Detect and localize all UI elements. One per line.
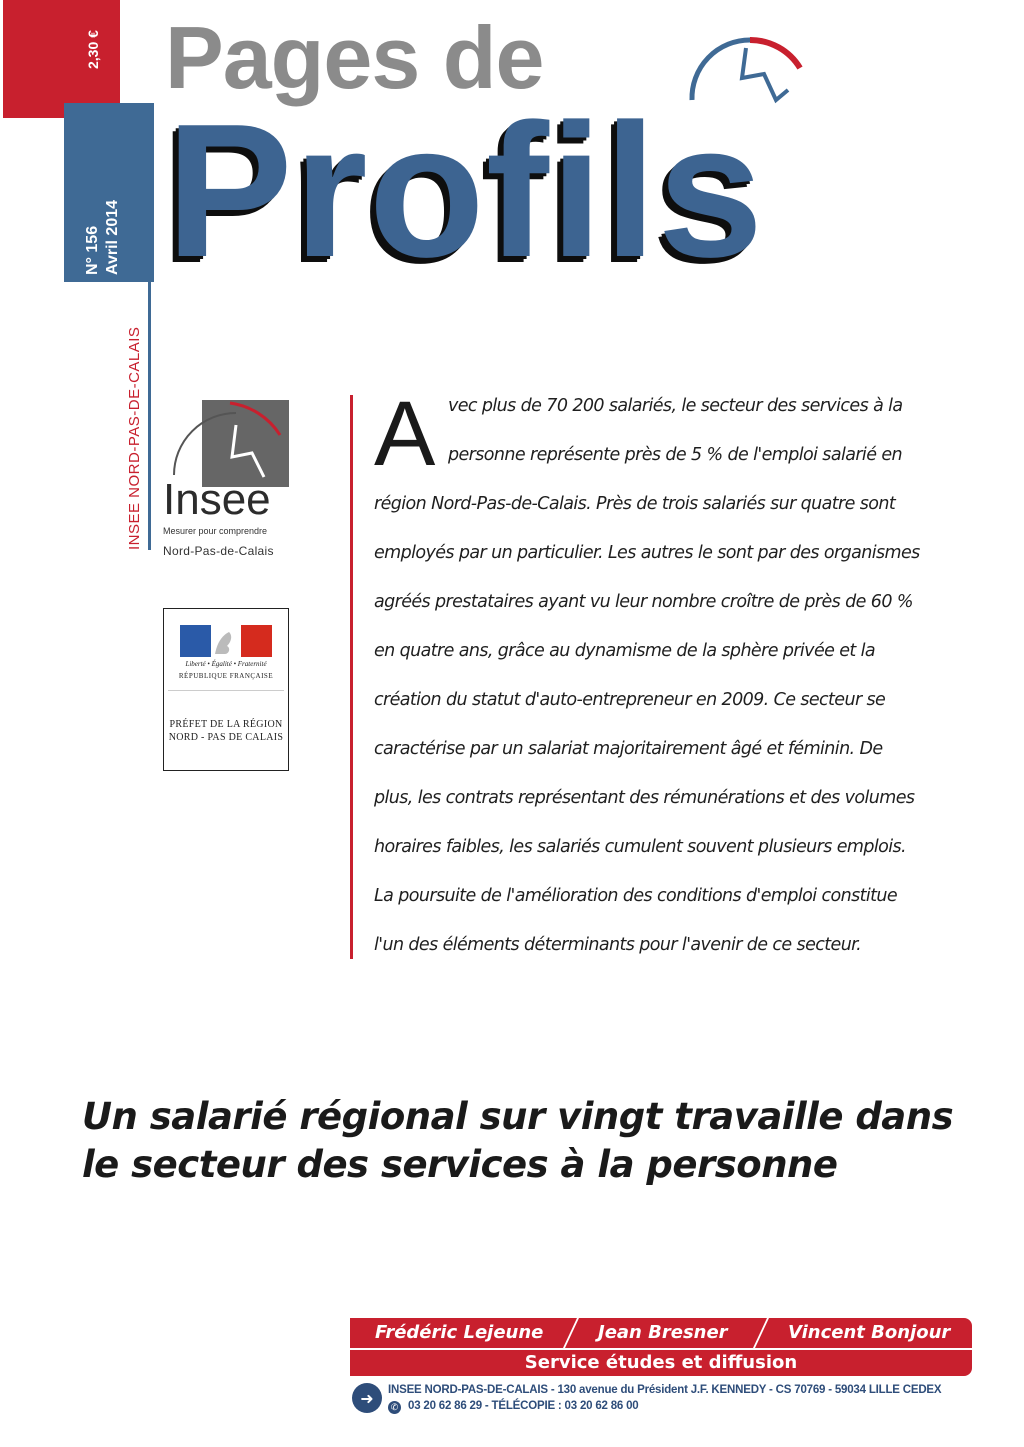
series-title-top: Pages de: [165, 8, 544, 107]
marianne-icon: [205, 626, 245, 656]
prefecture-divider: [168, 690, 284, 691]
author-name: Frédéric Lejeune: [375, 1322, 544, 1343]
prefecture-line-1: PRÉFET DE LA RÉGION: [169, 719, 283, 730]
author-name: Jean Bresner: [598, 1322, 728, 1343]
insee-tagline: Mesurer pour comprendre: [163, 526, 268, 536]
page-title-line-1: Un salarié régional sur vingt travaille dans: [82, 1095, 954, 1138]
abstract-line: personne représente près de 5 % de l'emploi salarié en: [448, 445, 902, 465]
abstract-line: l'un des éléments déterminants pour l'avenir de ce secteur.: [374, 935, 862, 955]
region-label: INSEE NORD-PAS-DE-CALAIS: [126, 326, 143, 550]
contact-address: INSEE NORD-PAS-DE-CALAIS - 130 avenue du Président J.F. KENNEDY - CS 70769 - 59034 LILLE CEDEX: [388, 1384, 942, 1396]
issue-number: N° 156: [84, 225, 101, 275]
author-name: Vincent Bonjour: [788, 1322, 951, 1343]
side-divider: [148, 280, 151, 550]
service-label: Service études et diffusion: [524, 1352, 798, 1373]
abstract-line: employés par un particulier. Les autres le sont par des organismes: [374, 543, 920, 563]
abstract-dropcap: A: [374, 383, 436, 485]
republique-label: RÉPUBLIQUE FRANÇAISE: [178, 672, 274, 680]
abstract-line: agréés prestataires ayant vu leur nombre croître de près de 60 %: [374, 592, 913, 612]
issue-date: Avril 2014: [104, 199, 121, 275]
page-title-line-2: le secteur des services à la personne: [82, 1143, 838, 1186]
abstract-line: en quatre ans, grâce au dynamisme de la sphère privée et la: [374, 641, 876, 661]
abstract-rule: [350, 395, 353, 959]
abstract-line: région Nord-Pas-de-Calais. Près de trois salariés sur quatre sont: [374, 494, 896, 514]
page-title: [82, 1093, 982, 1189]
series-title-main: Profils: [166, 85, 765, 297]
contact-phone: 03 20 62 86 29 - TÉLÉCOPIE : 03 20 62 86 00: [408, 1400, 639, 1412]
prefecture-label: [163, 718, 289, 744]
abstract-line: caractérise par un salariat majoritairement âgé et féminin. De: [374, 739, 883, 759]
arrow-right-icon: ➜: [352, 1383, 382, 1413]
republique-devise: Liberté • Égalité • Fraternité: [185, 660, 267, 668]
phone-icon: ✆: [388, 1401, 401, 1414]
price: 2,30 €: [85, 30, 101, 70]
abstract-line: La poursuite de l'amélioration des conditions d'emploi constitue: [374, 886, 898, 906]
prefecture-line-2: NORD - PAS DE CALAIS: [168, 732, 284, 743]
abstract-line: création du statut d'auto-entrepreneur en 2009. Ce secteur se: [374, 690, 886, 710]
insee-region: Nord-Pas-de-Calais: [163, 544, 274, 558]
compass-arc-icon: [680, 28, 810, 108]
insee-logo-word: Insee: [163, 475, 271, 524]
abstract-line: horaires faibles, les salariés cumulent souvent plusieurs emplois.: [374, 837, 906, 857]
abstract-line: vec plus de 70 200 salariés, le secteur des services à la: [448, 396, 903, 416]
abstract-line: plus, les contrats représentant des rémunérations et des volumes: [374, 788, 915, 808]
